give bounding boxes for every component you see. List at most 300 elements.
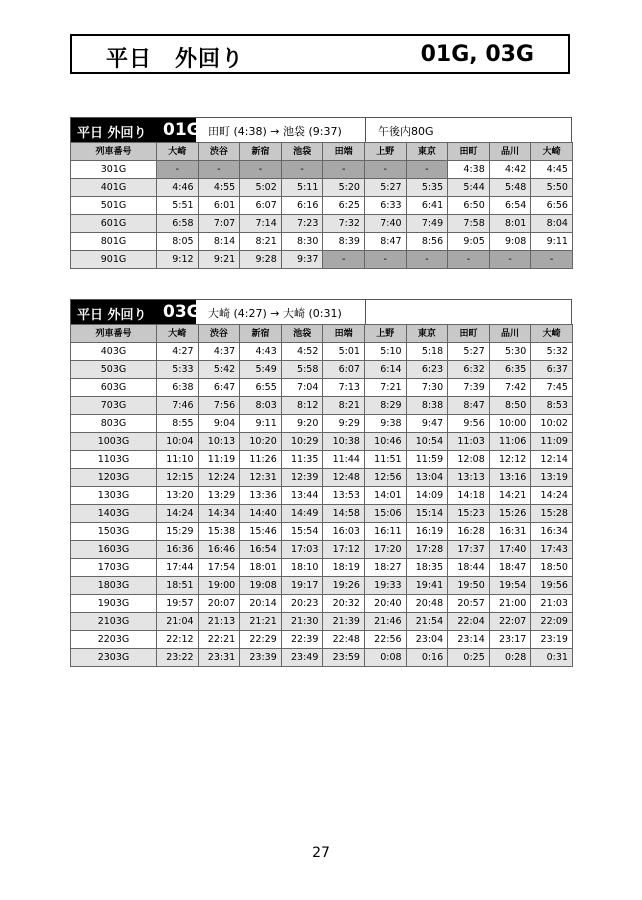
time-cell: 8:12 [281,397,323,415]
time-cell: 8:38 [406,397,448,415]
table-row [71,595,573,613]
time-cell: 5:42 [198,361,240,379]
time-cell: 6:01 [198,197,240,215]
time-cell: 10:20 [240,433,282,451]
time-cell: 15:46 [240,523,282,541]
time-cell: 5:11 [281,179,323,197]
time-cell: 12:14 [531,451,573,469]
time-cell: 5:10 [364,343,406,361]
station-header: 東京 [406,325,448,343]
time-cell: 6:55 [240,379,282,397]
time-cell: 20:48 [406,595,448,613]
station-header: 新宿 [240,325,282,343]
table-row [71,161,573,179]
train-number-cell: 1403G [71,505,157,523]
time-cell: 21:04 [157,613,199,631]
time-cell: 18:47 [489,559,531,577]
time-cell: 5:33 [157,361,199,379]
time-cell: 11:19 [198,451,240,469]
time-cell: 19:50 [448,577,490,595]
station-header: 田町 [448,143,490,161]
time-cell: 19:41 [406,577,448,595]
time-cell: 5:35 [406,179,448,197]
time-cell: 11:26 [240,451,282,469]
table-row [71,487,573,505]
time-cell: 6:56 [531,197,573,215]
time-cell: 9:29 [323,415,365,433]
time-cell: 17:54 [198,559,240,577]
time-cell: 18:10 [281,559,323,577]
time-cell: 17:03 [281,541,323,559]
time-cell: 5:49 [240,361,282,379]
table-row [71,649,573,667]
time-cell: 7:58 [448,215,490,233]
time-cell: 5:48 [489,179,531,197]
time-cell: 21:03 [531,595,573,613]
time-cell: 16:36 [157,541,199,559]
time-cell: 4:27 [157,343,199,361]
time-cell: 11:59 [406,451,448,469]
time-cell: 14:24 [157,505,199,523]
train-number-cell: 1303G [71,487,157,505]
train-number-cell: 2203G [71,631,157,649]
time-cell: 23:39 [240,649,282,667]
page-title-box [70,34,570,74]
station-header: 渋谷 [198,325,240,343]
station-header: 大崎 [157,325,199,343]
time-cell: 10:46 [364,433,406,451]
time-cell: 11:10 [157,451,199,469]
time-cell: 4:55 [198,179,240,197]
time-cell: 8:01 [489,215,531,233]
time-cell: 13:44 [281,487,323,505]
time-cell: 5:20 [323,179,365,197]
train-number-header: 列車番号 [71,143,157,161]
train-number-cell: 2103G [71,613,157,631]
time-cell: 9:38 [364,415,406,433]
time-cell: 21:46 [364,613,406,631]
time-cell: 5:18 [406,343,448,361]
time-cell: 0:16 [406,649,448,667]
no-stop-cell: - [157,161,199,179]
time-cell: 23:17 [489,631,531,649]
station-header: 大崎 [531,325,573,343]
time-cell: 0:28 [489,649,531,667]
time-cell: 18:44 [448,559,490,577]
time-cell: 21:13 [198,613,240,631]
time-cell: 14:58 [323,505,365,523]
time-cell: 18:01 [240,559,282,577]
table-row [71,451,573,469]
time-cell: 7:23 [281,215,323,233]
time-cell: 6:14 [364,361,406,379]
train-number-cell: 1103G [71,451,157,469]
station-header: 東京 [406,143,448,161]
time-cell: 8:29 [364,397,406,415]
train-number-cell: 1703G [71,559,157,577]
time-cell: 8:03 [240,397,282,415]
train-number-header: 列車番号 [71,325,157,343]
train-number-cell: 1903G [71,595,157,613]
time-cell: 18:51 [157,577,199,595]
time-cell: 13:13 [448,469,490,487]
time-cell: 11:44 [323,451,365,469]
time-cell: 21:21 [240,613,282,631]
no-stop-cell: - [281,161,323,179]
time-cell: 18:19 [323,559,365,577]
train-number-cell: 1503G [71,523,157,541]
time-cell: 5:30 [489,343,531,361]
time-cell: 8:53 [531,397,573,415]
time-cell: 23:04 [406,631,448,649]
time-cell: 7:39 [448,379,490,397]
time-cell: 18:35 [406,559,448,577]
time-cell: 15:29 [157,523,199,541]
time-cell: 6:35 [489,361,531,379]
time-cell: 6:33 [364,197,406,215]
time-cell: 19:33 [364,577,406,595]
time-cell: 22:07 [489,613,531,631]
time-cell: 12:08 [448,451,490,469]
time-cell: 21:30 [281,613,323,631]
time-cell: 9:12 [157,251,199,269]
time-cell: 19:56 [531,577,573,595]
time-cell: 12:56 [364,469,406,487]
time-cell: 20:57 [448,595,490,613]
time-cell: 0:08 [364,649,406,667]
time-cell: 5:01 [323,343,365,361]
station-header: 田端 [323,143,365,161]
time-cell: 7:14 [240,215,282,233]
time-cell: 8:55 [157,415,199,433]
note-cell [366,300,571,324]
time-cell: 11:06 [489,433,531,451]
time-cell: 22:39 [281,631,323,649]
table-row [71,415,573,433]
time-cell: 9:47 [406,415,448,433]
time-cell: 6:16 [281,197,323,215]
time-cell: 22:56 [364,631,406,649]
timetable-label [71,118,201,142]
time-cell: 16:34 [531,523,573,541]
time-cell: 10:02 [531,415,573,433]
time-cell: 13:20 [157,487,199,505]
time-cell: 7:07 [198,215,240,233]
no-stop-cell: - [531,251,573,269]
time-cell: 0:25 [448,649,490,667]
time-cell: 23:22 [157,649,199,667]
time-cell: 9:11 [240,415,282,433]
time-cell: 13:04 [406,469,448,487]
station-header: 大崎 [157,143,199,161]
time-cell: 6:58 [157,215,199,233]
no-stop-cell: - [406,251,448,269]
time-cell: 12:15 [157,469,199,487]
time-cell: 8:05 [157,233,199,251]
time-cell: 10:38 [323,433,365,451]
time-cell: 16:54 [240,541,282,559]
time-cell: 6:07 [323,361,365,379]
time-cell: 16:31 [489,523,531,541]
time-cell: 17:43 [531,541,573,559]
table-row [71,251,573,269]
time-cell: 17:12 [323,541,365,559]
table-row [71,179,573,197]
time-cell: 7:46 [157,397,199,415]
time-cell: 4:38 [448,161,490,179]
time-cell: 22:29 [240,631,282,649]
train-number-cell: 1803G [71,577,157,595]
time-cell: 8:30 [281,233,323,251]
time-cell: 20:32 [323,595,365,613]
time-cell: 21:54 [406,613,448,631]
no-stop-cell: - [406,161,448,179]
time-cell: 5:27 [364,179,406,197]
time-cell: 8:21 [323,397,365,415]
service-label: 平日 外回り [77,126,147,141]
time-cell: 7:42 [489,379,531,397]
time-cell: 17:37 [448,541,490,559]
time-cell: 5:58 [281,361,323,379]
time-cell: 9:56 [448,415,490,433]
time-cell: 6:47 [198,379,240,397]
table-row [71,505,573,523]
time-cell: 5:50 [531,179,573,197]
time-cell: 22:09 [531,613,573,631]
timetable-grid [70,142,573,269]
train-number-cell: 401G [71,179,157,197]
time-cell: 16:46 [198,541,240,559]
time-cell: 20:07 [198,595,240,613]
time-cell: 13:53 [323,487,365,505]
time-cell: 6:37 [531,361,573,379]
train-codes-title: 01G, 03G [420,42,534,67]
time-cell: 21:00 [489,595,531,613]
table-row [71,379,573,397]
table-row [71,577,573,595]
note-cell [366,118,571,142]
time-cell: 10:29 [281,433,323,451]
time-cell: 14:34 [198,505,240,523]
no-stop-cell: - [364,251,406,269]
time-cell: 7:13 [323,379,365,397]
table-row [71,523,573,541]
time-cell: 8:50 [489,397,531,415]
time-cell: 4:52 [281,343,323,361]
time-cell: 23:59 [323,649,365,667]
train-number-cell: 1203G [71,469,157,487]
time-cell: 6:25 [323,197,365,215]
time-cell: 5:02 [240,179,282,197]
train-code: 03G [163,302,201,322]
time-cell: 5:44 [448,179,490,197]
time-cell: 14:09 [406,487,448,505]
time-cell: 5:51 [157,197,199,215]
table-row [71,433,573,451]
table-row [71,215,573,233]
route-text: 大崎 (4:27) → 大崎 (0:31) [208,307,342,320]
time-cell: 8:04 [531,215,573,233]
time-cell: 6:50 [448,197,490,215]
timetable-label [71,300,201,324]
no-stop-cell: - [323,161,365,179]
train-number-cell: 301G [71,161,157,179]
train-number-cell: 501G [71,197,157,215]
time-cell: 15:38 [198,523,240,541]
train-number-cell: 1003G [71,433,157,451]
table-row [71,469,573,487]
time-cell: 12:12 [489,451,531,469]
station-header: 品川 [489,143,531,161]
time-cell: 22:12 [157,631,199,649]
station-header: 品川 [489,325,531,343]
time-cell: 14:24 [531,487,573,505]
station-header: 田端 [323,325,365,343]
time-cell: 9:04 [198,415,240,433]
time-cell: 7:30 [406,379,448,397]
table-row [71,197,573,215]
timetable-header [70,299,572,324]
time-cell: 14:49 [281,505,323,523]
time-cell: 16:28 [448,523,490,541]
time-cell: 6:23 [406,361,448,379]
time-cell: 19:08 [240,577,282,595]
time-cell: 20:23 [281,595,323,613]
train-number-cell: 703G [71,397,157,415]
time-cell: 10:54 [406,433,448,451]
time-cell: 6:38 [157,379,199,397]
time-cell: 12:31 [240,469,282,487]
time-cell: 6:54 [489,197,531,215]
time-cell: 22:21 [198,631,240,649]
no-stop-cell: - [198,161,240,179]
time-cell: 14:40 [240,505,282,523]
train-number-cell: 901G [71,251,157,269]
time-cell: 9:37 [281,251,323,269]
time-cell: 13:16 [489,469,531,487]
table-row [71,631,573,649]
time-cell: 8:21 [240,233,282,251]
station-header: 新宿 [240,143,282,161]
time-cell: 9:08 [489,233,531,251]
note-text: 午後内80G [378,125,434,138]
time-cell: 11:03 [448,433,490,451]
time-cell: 12:24 [198,469,240,487]
table-row [71,613,573,631]
time-cell: 5:32 [531,343,573,361]
time-cell: 8:14 [198,233,240,251]
train-number-cell: 803G [71,415,157,433]
route-info [196,300,366,324]
time-cell: 23:14 [448,631,490,649]
time-cell: 18:27 [364,559,406,577]
station-header: 池袋 [281,325,323,343]
no-stop-cell: - [240,161,282,179]
route-text: 田町 (4:38) → 池袋 (9:37) [208,125,342,138]
page-title: 平日 外回り [106,47,245,72]
time-cell: 18:50 [531,559,573,577]
time-cell: 15:06 [364,505,406,523]
table-row [71,361,573,379]
table-row [71,541,573,559]
time-cell: 14:01 [364,487,406,505]
time-cell: 15:23 [448,505,490,523]
time-cell: 7:40 [364,215,406,233]
timetable-03g [70,299,572,667]
table-row [71,343,573,361]
time-cell: 4:45 [531,161,573,179]
table-row [71,559,573,577]
station-header: 渋谷 [198,143,240,161]
time-cell: 23:19 [531,631,573,649]
no-stop-cell: - [323,251,365,269]
station-header: 上野 [364,143,406,161]
train-code: 01G [163,120,201,140]
station-header: 池袋 [281,143,323,161]
time-cell: 4:42 [489,161,531,179]
time-cell: 17:28 [406,541,448,559]
time-cell: 13:29 [198,487,240,505]
station-header: 田町 [448,325,490,343]
time-cell: 10:13 [198,433,240,451]
timetable-grid [70,324,573,667]
time-cell: 9:28 [240,251,282,269]
time-cell: 21:39 [323,613,365,631]
time-cell: 7:45 [531,379,573,397]
time-cell: 11:35 [281,451,323,469]
time-cell: 17:40 [489,541,531,559]
train-number-cell: 801G [71,233,157,251]
time-cell: 16:03 [323,523,365,541]
time-cell: 11:51 [364,451,406,469]
time-cell: 19:00 [198,577,240,595]
time-cell: 16:19 [406,523,448,541]
time-cell: 20:40 [364,595,406,613]
time-cell: 8:39 [323,233,365,251]
time-cell: 17:20 [364,541,406,559]
time-cell: 7:32 [323,215,365,233]
time-cell: 4:43 [240,343,282,361]
time-cell: 20:14 [240,595,282,613]
time-cell: 4:46 [157,179,199,197]
time-cell: 9:11 [531,233,573,251]
time-cell: 23:31 [198,649,240,667]
time-cell: 15:28 [531,505,573,523]
time-cell: 22:48 [323,631,365,649]
table-row [71,233,573,251]
timetable-01g [70,117,572,269]
time-cell: 11:09 [531,433,573,451]
table-row [71,397,573,415]
no-stop-cell: - [364,161,406,179]
train-number-cell: 403G [71,343,157,361]
station-header: 大崎 [531,143,573,161]
time-cell: 10:00 [489,415,531,433]
train-number-cell: 603G [71,379,157,397]
time-cell: 7:49 [406,215,448,233]
no-stop-cell: - [489,251,531,269]
train-number-cell: 1603G [71,541,157,559]
time-cell: 6:41 [406,197,448,215]
time-cell: 7:56 [198,397,240,415]
time-cell: 14:18 [448,487,490,505]
time-cell: 6:32 [448,361,490,379]
train-number-cell: 2303G [71,649,157,667]
time-cell: 15:14 [406,505,448,523]
time-cell: 19:26 [323,577,365,595]
time-cell: 17:44 [157,559,199,577]
time-cell: 16:11 [364,523,406,541]
